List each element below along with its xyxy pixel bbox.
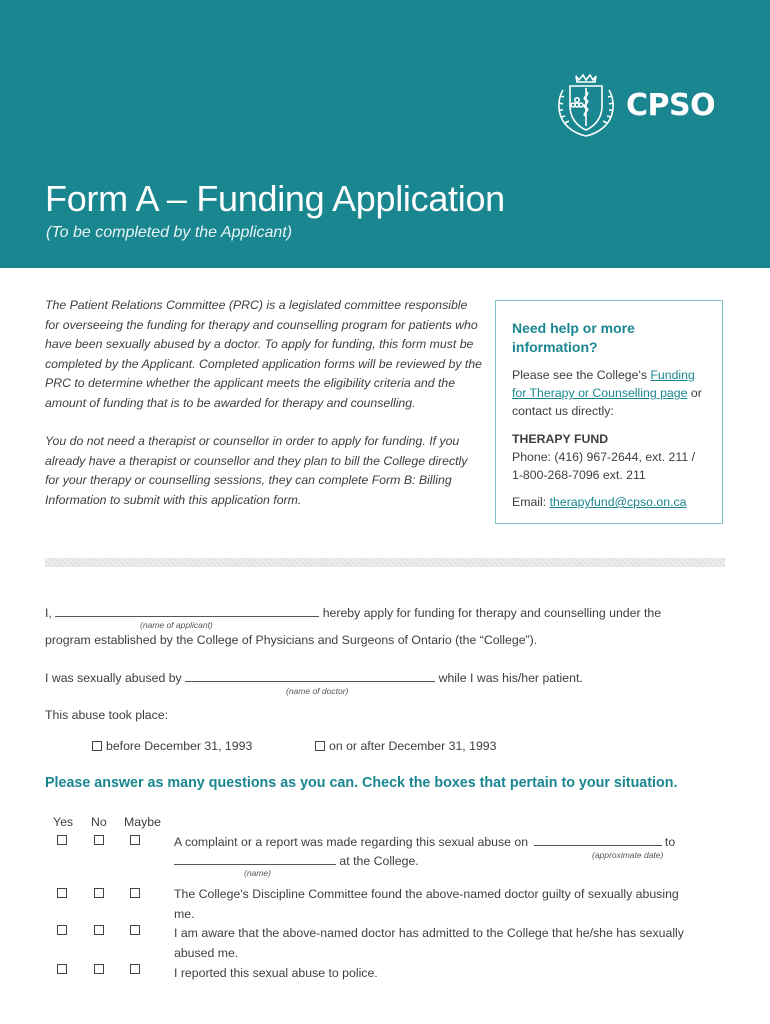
- cpso-crest-icon: [550, 70, 622, 142]
- cpso-logo: [550, 70, 730, 142]
- option-before-1993[interactable]: [92, 739, 252, 753]
- abuse-suffix: while I was his/her patient.: [438, 671, 583, 685]
- complainant-name-field[interactable]: [174, 863, 336, 865]
- doctor-name-field[interactable]: [185, 680, 435, 682]
- q3-no-checkbox[interactable]: [94, 925, 104, 935]
- doctor-name-hint: (name of doctor): [286, 686, 349, 696]
- column-yes: Yes: [53, 815, 74, 829]
- questions-heading: Please answer as many questions as you can. Check the boxes that pertain to your situation.: [45, 775, 678, 791]
- q4-maybe-checkbox[interactable]: [130, 964, 140, 974]
- applicant-name-hint: (name of applicant): [140, 620, 213, 630]
- column-maybe: Maybe: [124, 815, 161, 829]
- q1-yes-checkbox[interactable]: [57, 835, 67, 845]
- help-body-suffix: or contact us directly:: [512, 386, 702, 418]
- q4-yes-checkbox[interactable]: [57, 964, 67, 974]
- applicant-name-field[interactable]: [55, 615, 319, 617]
- q3-text: I am aware that the above-named doctor has admitted to the College that he/she has sexually abused me.: [174, 926, 684, 960]
- page-subtitle: (To be completed by the Applicant): [46, 224, 293, 241]
- q3-maybe-checkbox[interactable]: [130, 925, 140, 935]
- applicant-suffix: hereby apply for funding for therapy and counselling under the: [322, 606, 662, 620]
- email-link[interactable]: therapyfund@cpso.on.ca: [549, 495, 687, 509]
- q2-yes-checkbox[interactable]: [57, 888, 67, 898]
- q1-line-2: [174, 854, 419, 868]
- logo-wordmark: CPSO: [626, 88, 716, 123]
- before-1993-label: before December 31, 1993: [106, 739, 253, 753]
- intro-text: [45, 296, 485, 510]
- q2-text: The College's Discipline Committee found the above-named doctor guilty of sexually abusing me.: [174, 887, 679, 921]
- header-banner: [0, 0, 770, 268]
- applicant-prefix: I,: [45, 606, 52, 620]
- q1-suffix: at the College.: [339, 854, 419, 868]
- section-divider: [45, 558, 725, 567]
- page-title: Form A – Funding Application: [45, 178, 505, 219]
- email-label: Email:: [512, 495, 550, 509]
- intro-paragraph-1: The Patient Relations Committee (PRC) is a legislated committee responsible for overseeing the funding for therapy and counselling program for patients who have been sexually abused by a doctor. To apply for funding, this form must be completed by the Applicant. Completed application forms will be reviewed by the PRC to determine whether the applicant meets the eligibility criteria and the amount of funding that is to be awarded for therapy and counselling.: [45, 298, 482, 410]
- help-body: [512, 366, 707, 420]
- phone-info: Phone: (416) 967-2644, ext. 211 / 1-800-268-7096 ext. 211: [512, 450, 695, 482]
- help-box: [495, 300, 723, 524]
- complaint-date-field[interactable]: [534, 844, 662, 846]
- before-1993-checkbox[interactable]: [92, 741, 102, 751]
- funding-page-link[interactable]: Funding for Therapy or Counselling page: [512, 368, 695, 400]
- after-1993-label: on or after December 31, 1993: [329, 739, 497, 753]
- program-line: program established by the College of Physicians and Surgeons of Ontario (the “College”).: [45, 633, 538, 647]
- abuse-line: [45, 671, 583, 685]
- email-row: [512, 493, 707, 511]
- q2-no-checkbox[interactable]: [94, 888, 104, 898]
- q1-to: to: [664, 835, 676, 849]
- therapy-fund-label: THERAPY FUND: [512, 432, 609, 446]
- q1-no-checkbox[interactable]: [94, 835, 104, 845]
- q1-line-1: [174, 835, 675, 849]
- applicant-line: [45, 606, 661, 620]
- option-after-1993[interactable]: [315, 739, 496, 753]
- column-no: No: [91, 815, 107, 829]
- q2-maybe-checkbox[interactable]: [130, 888, 140, 898]
- help-title: Need help or more information?: [512, 320, 635, 355]
- complainant-name-hint: (name): [244, 868, 271, 878]
- q3-yes-checkbox[interactable]: [57, 925, 67, 935]
- intro-paragraph-2: You do not need a therapist or counsellor in order to apply for funding. If you already have a therapist or counsellor and they plan to bill the College directly for your therapy or counselling sessions, they can complete Form B: Billing Information to submit with this application form.: [45, 434, 468, 507]
- abuse-prefix: I was sexually abused by: [45, 671, 182, 685]
- q1-maybe-checkbox[interactable]: [130, 835, 140, 845]
- q4-no-checkbox[interactable]: [94, 964, 104, 974]
- abuse-took-place-label: This abuse took place:: [45, 708, 169, 722]
- after-1993-checkbox[interactable]: [315, 741, 325, 751]
- help-body-prefix: Please see the College's: [512, 368, 651, 382]
- q1-prefix: A complaint or a report was made regarding this sexual abuse on: [174, 835, 529, 849]
- q4-text: I reported this sexual abuse to police.: [174, 966, 378, 980]
- complaint-date-hint: (approximate date): [592, 850, 664, 860]
